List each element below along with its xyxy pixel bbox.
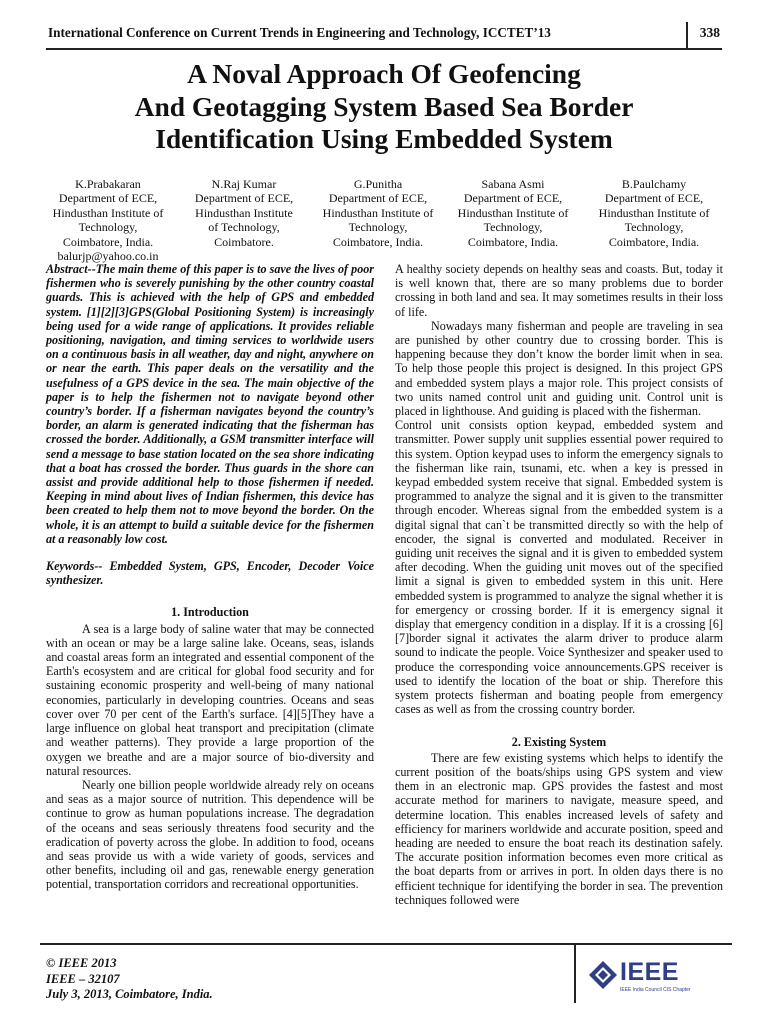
- author-affiliation: Hindusthan Institute of: [598, 205, 710, 220]
- running-header: [46, 22, 722, 50]
- ieee-wordmark: IEEE: [620, 958, 679, 986]
- author-affiliation: Technology,: [624, 220, 684, 235]
- header-divider: [686, 22, 688, 48]
- author-affiliation: Department of ECE,: [604, 191, 704, 206]
- paragraph: Nowadays many fisherman and people are traveling in sea are punished by other country due to crossing border. This is happening because they don’t know the border limit when in sea. To help those people this project is designed. In this project GPS and embedded system plays a major role. This project consists of two units named control unit and guiding unit. Control unit is placed in lighthouse. And guiding is placed with the fisherman.: [395, 318, 723, 419]
- paper-title: [40, 58, 728, 156]
- author-affiliation: Technology,: [483, 220, 543, 235]
- author-affiliation: Hindusthan Institute of: [457, 205, 569, 220]
- copyright-line: © IEEE 2013: [46, 956, 117, 970]
- catalog-number: IEEE – 32107: [46, 971, 120, 986]
- author-affiliation: Department of ECE,: [58, 191, 158, 206]
- author-affiliation: Technology,: [348, 220, 408, 235]
- conference-name: International Conference on Current Trends in Engineering and Technology, ICCTET’13: [48, 25, 551, 40]
- keywords: Keywords-- Embedded System, GPS, Encoder, Decoder Voice synthesizer.: [46, 559, 374, 588]
- page-number: 338: [699, 25, 720, 40]
- author-location: Coimbatore, India.: [608, 234, 700, 249]
- footer-vertical-divider: [574, 943, 576, 1003]
- author-affiliation: Department of ECE,: [194, 191, 294, 206]
- section-heading-introduction: 1. Introduction: [171, 605, 249, 620]
- ieee-logo: [588, 958, 698, 998]
- abstract: Abstract--The main theme of this paper is to save the lives of poor fishermen who is severely punishing by the other country coastal guards. This is achieved with the help of GPS and embedded system. [1][2][3]GPS(Global Positioning System) is increasingly being used for a wide range of applications. It provides reliable positioning, navigation, and timing services to worldwide users on a continuous basis in all weather, day and night, anywhere on or near the earth. This paper deals on the versatility and the usefulness of a GPS device in the sea. The main objective of the paper is to help the fishermen not to navigate beyond other country’s border. If a fisherman navigates beyond the country’s border, an alarm is generated indicating that the fisherman has crossed the border. Additionally, a GSM transmitter interface will send a message to base station located on the sea shore indicating that a boat has crossed the border. Thus guards in the shore can assist and provide additional help to those fishermen if needed. Keeping in mind about lives of Indian fishermen, this device has been created to help them not to move beyond the border. On the whole, it is an attempt to build a suitable device for the fishermen at a reasonably low cost.: [46, 262, 374, 546]
- author-affiliation: Department of ECE,: [328, 191, 428, 206]
- author-1: [38, 177, 178, 263]
- ieee-subtext: IEEE India Council CIS Chapter: [620, 987, 691, 993]
- author-affiliation: Hindusthan Institute of: [52, 205, 164, 220]
- author-affiliation: Technology,: [78, 220, 138, 235]
- author-location: Coimbatore, India.: [467, 234, 559, 249]
- paragraph: A sea is a large body of saline water that may be connected with an ocean or may be a large saline lake. Oceans, seas, islands and coastal areas form an integrated and essential component of the Earth's ecosystem and are critical for global food security and for sustaining economic prosperity and well-being of many national economies, particularly in developing countries. Oceans and seas cover over 70 per cent of the Earth's surface. [4][5]They have a large influence on global heat transport and precipitation (climate and weather patterns). They provide a large proportion of the oxygen we breathe and are a major source of bio-diversity and natural resources.: [46, 621, 374, 778]
- footer-copyright: [46, 956, 213, 1003]
- author-location: Coimbatore.: [214, 234, 274, 249]
- title-line-1: A Noval Approach Of Geofencing: [187, 58, 581, 89]
- author-name: N.Raj Kumar: [211, 177, 277, 191]
- title-line-3: Identification Using Embedded System: [155, 123, 613, 154]
- section-heading-existing-system: 2. Existing System: [511, 734, 607, 749]
- conference-date: July 3, 2013, Coimbatore, India.: [46, 987, 213, 1001]
- paragraph: There are few existing systems which helps to identify the current position of the boats/ships using GPS system and view them in an electronic map. GPS provides the fastest and most accurate method for mariners to navigate, measure speed, and determine location. This enables increased levels of safety and efficiency for mariners worldwide and accurate position, speed and heading are needed to ensure the boat reach its destination safely. The accurate position information becomes even more critical as the boat departs from or arrives in port. In olden days there is no efficient technique for identifying the border in sea. The prevention techniques followed were: [395, 750, 723, 907]
- author-5: [584, 177, 724, 249]
- author-location: Coimbatore, India.: [332, 234, 424, 249]
- author-3: [308, 177, 448, 249]
- paragraph: Control unit consists option keypad, embedded system and transmitter. Power supply unit supplies essential power required to this system. Option keypad uses to inform the emergency signals to the fisherman like rain, tsunami, etc. when a key is pressed in keypad embedded system receive that signal. Embedded system is programmed to analyze the signal and it is given to the transmitter through encoder. Whereas signal from the embedded system is a digital signal that can`t be transmitted directly so with the help of encoder, the signal is converted and modulated. Receiver in guiding unit receives the signal and it is given to embedded system after decoding. When the guiding unit moves out of the specified limit a signal is given to embedded system in this unit. Here embedded system is programmed to analyze the signal whether it is for emergency or crossing border. If it is emergency signal it display that emergency condition in a display. If it is a crossing [6][7]border signal it activates the alarm driver to produce alarm sound to indicate the people. Voice Synthesizer and speaker used to produce the corresponding voice announcements.GPS receiver is used to identify the location of the boat or ship. Therefore this system protects fisherman and boating people from emergency cases as well as from the crossing country border.: [395, 418, 723, 717]
- right-column: [395, 262, 723, 907]
- author-name: B.Paulchamy: [621, 177, 687, 191]
- author-location: Coimbatore, India.: [62, 234, 154, 249]
- paragraph: Nearly one billion people worldwide already rely on oceans and seas as a major source of nutrition. This dependence will be continue to grow as human populations increase. The degradation of the oceans and seas seriously threatens food security and the eradication of poverty across the globe. In addition to food, oceans and seas provide us with a wide variety of goods, services and other benefits, including oil and gas, renewable energy generation potential, transportation corridors and recreational opportunities.: [46, 777, 374, 892]
- author-block: [46, 177, 722, 264]
- author-affiliation: Hindusthan Institute: [195, 205, 293, 220]
- ieee-diamond-icon: [588, 960, 618, 990]
- author-affiliation: Department of ECE,: [463, 191, 563, 206]
- author-affiliation: of Technology,: [208, 220, 280, 235]
- paragraph: A healthy society depends on healthy seas and coasts. But, today it is well known that, there are so many problems due to border crossing in both land and sea. It may sometimes results in their loss of life.: [395, 262, 723, 319]
- author-name: G.Punitha: [353, 177, 403, 191]
- left-column: [46, 262, 374, 892]
- author-2: [174, 177, 314, 249]
- title-line-2: And Geotagging System Based Sea Border: [134, 90, 634, 122]
- author-4: [443, 177, 583, 249]
- footer-divider: [40, 943, 732, 945]
- author-name: Sabana Asmi: [481, 177, 545, 191]
- author-email: balurjp@yahoo.co.in: [57, 249, 159, 264]
- author-name: K.Prabakaran: [75, 177, 141, 191]
- author-affiliation: Hindusthan Institute of: [322, 205, 434, 220]
